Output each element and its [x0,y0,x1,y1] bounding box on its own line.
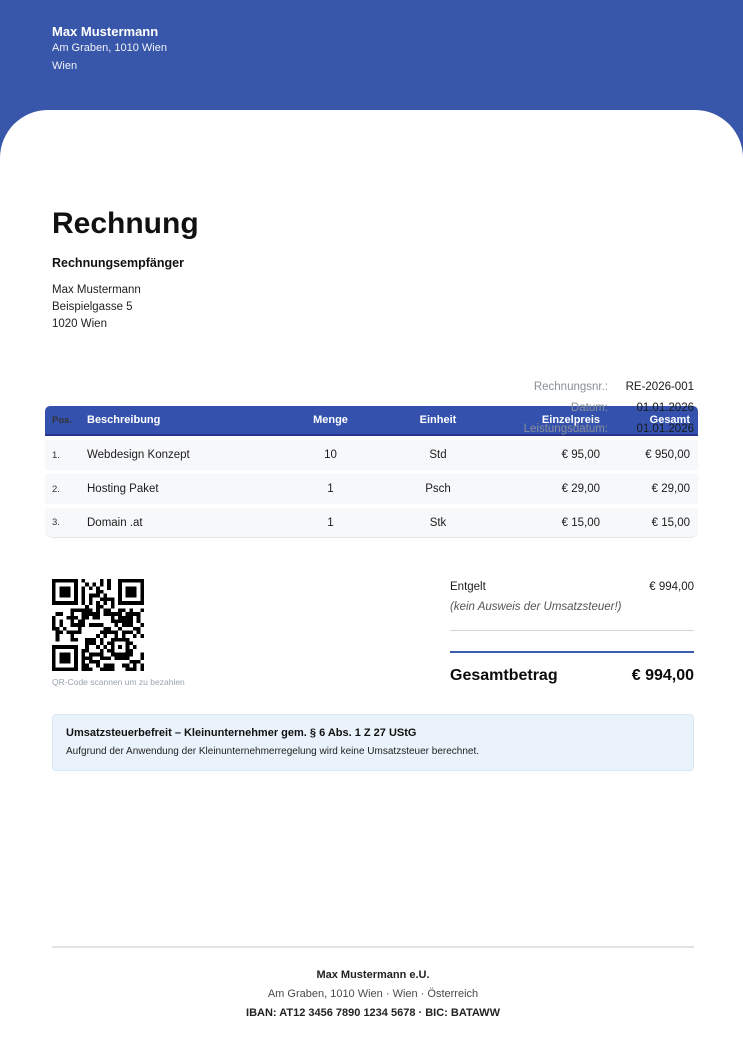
footer-company: Max Mustermann e.U. [316,969,430,981]
invoice-card [0,110,743,1051]
totals-divider-blue [450,651,694,653]
cell-unit: Std [429,449,447,461]
lower-content [0,579,743,688]
cell-pos: 2. [52,483,60,495]
cell-unit-price: € 29,00 [561,483,600,495]
col-header-unit: Einheit [419,414,457,426]
grand-total-row [450,667,694,685]
col-header-unit-price: Einzelpreis [541,414,600,426]
col-header-pos: Pos. [52,414,73,426]
sender-block [0,0,743,73]
footer-bank: IBAN: AT12 3456 7890 1234 5678 · BIC: BATAWW [246,1007,500,1019]
table-row [45,508,698,538]
cell-description: Domain .at [87,516,143,529]
meta-value: 01.01.2026 [636,423,694,435]
col-header-description: Beschreibung [87,414,161,426]
note-body: Aufgrund der Anwendung der Kleinunternehmerregelung wird keine Umsatzsteuer berechnet. [66,746,480,757]
recipient-street: Beispielgasse 5 [52,301,133,313]
page-title: Rechnung [52,207,199,240]
cell-total: € 15,00 [651,516,690,529]
note-title: Umsatzsteuerbefreit – Kleinunternehmer gem. § 6 Abs. 1 Z 27 UStG [66,727,417,739]
qr-caption: QR-Code scannen um zu bezahlen [52,677,185,687]
meta-value: RE-2026-001 [625,381,694,393]
subtotal-value: € 994,00 [649,581,694,593]
payment-totals-row [52,579,694,688]
cell-description: Webdesign Konzept [87,449,190,461]
cell-unit-price: € 15,00 [561,516,600,529]
cell-qty: 1 [327,516,334,529]
footer-lines [52,966,694,1023]
recipient-city: 1020 Wien [52,318,107,330]
totals-divider-thin [450,630,694,631]
meta-row-service-date [524,419,694,440]
totals-block [450,579,694,688]
cell-pos: 3. [52,517,60,528]
subtotal-label: Entgelt [450,581,486,593]
footer [52,946,694,1023]
col-header-qty: Menge [313,414,348,426]
table-row [45,440,698,470]
col-header-total: Gesamt [649,414,690,426]
meta-value: 01.01.2026 [636,402,694,414]
grand-total-label: Gesamtbetrag [450,667,558,684]
footer-divider [52,946,694,948]
cell-unit: Psch [425,483,451,495]
cell-qty: 1 [327,483,334,495]
sender-name: Max Mustermann [52,24,159,39]
cell-unit: Stk [429,516,447,529]
sender-address: Am Graben, 1010 Wien [52,42,167,54]
table-row [45,474,698,504]
meta-row-invoice-number [524,377,694,398]
tax-note: (kein Ausweis der Umsatzsteuer!) [450,601,622,613]
cell-qty: 10 [324,449,337,461]
meta-label: Leistungsdatum: [523,423,608,435]
invoice-meta [524,377,694,440]
cell-total: € 950,00 [645,449,690,461]
cell-unit-price: € 95,00 [561,449,600,461]
grand-total-value: € 994,00 [631,667,694,684]
cell-total: € 29,00 [651,483,690,495]
meta-label: Datum: [570,402,608,414]
qr-code [52,579,144,671]
qr-block [52,579,252,688]
cell-description: Hosting Paket [87,483,159,495]
sender-city: Wien [52,60,78,72]
cell-pos: 1. [52,449,60,461]
footer-address: Am Graben, 1010 Wien · Wien · Österreich [267,988,479,1000]
recipient-name: Max Mustermann [52,284,141,296]
recipient-heading: Rechnungsempfänger [52,256,184,270]
meta-row-date [524,398,694,419]
subtotal-row [450,579,694,596]
recipient-block [52,282,694,333]
meta-label: Rechnungsnr.: [533,381,608,393]
tax-exemption-note [52,714,694,771]
